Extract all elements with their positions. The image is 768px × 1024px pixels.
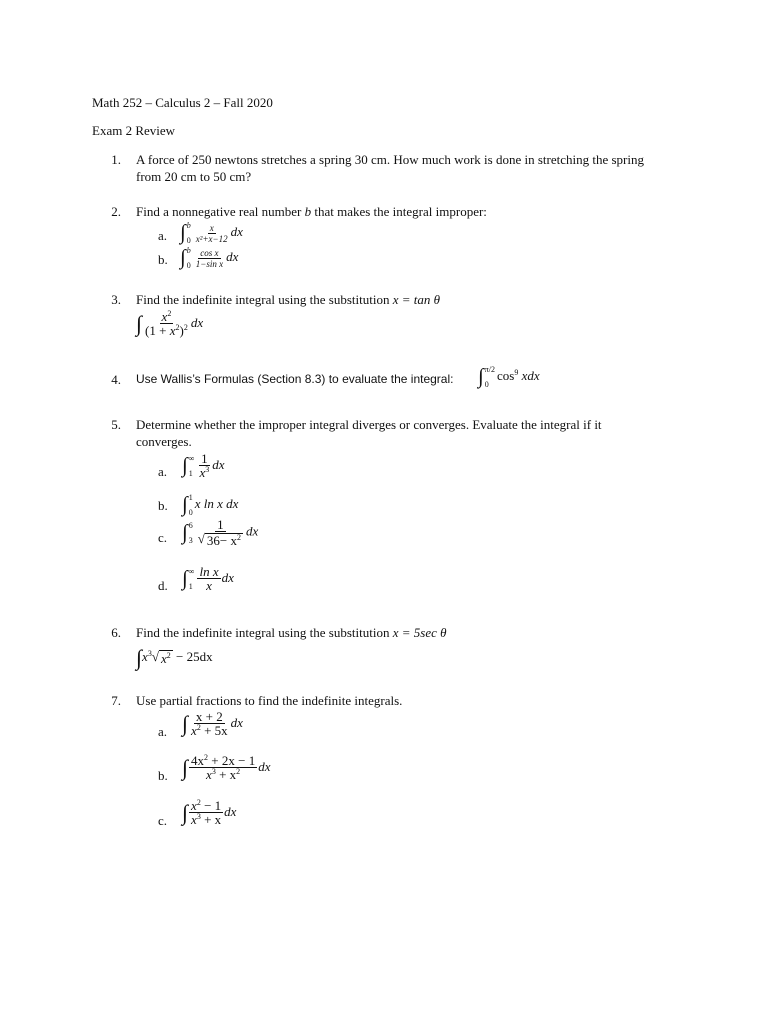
integral-2a: ∫ b 0 $\frac{x}{\text{x²+x−12}}$ dx xyxy=(180,220,243,246)
substitution: x = tan θ xyxy=(392,292,441,307)
integral-7b: ∫ $\frac{4x^2 + 2x - 1}{x^3 + x^2}$ dx xyxy=(182,753,271,782)
part-label: b. xyxy=(158,498,168,513)
integral-5d: ∫ ∞ 1 $\frac{\text{ln x}}{x}$ dx xyxy=(182,564,234,594)
problem-number: 7. xyxy=(111,693,121,708)
problem-text: A force of 250 newtons stretches a spring 30 cm. How much work is done in stretching the spring xyxy=(136,152,644,167)
part-label: a. xyxy=(158,464,168,479)
part-label: c. xyxy=(158,813,168,828)
problem-text: Use partial fractions to find the indefinite integrals. xyxy=(136,693,403,708)
part-label: d. xyxy=(158,578,168,593)
integral-6: $\int x^3√$ $x^2 - 25dx$ xyxy=(136,645,213,670)
integral-7a: ∫ $\frac{x + 2}{x^2 + 5x}$ dx xyxy=(182,709,243,738)
course-title: Math 252 – Calculus 2 – Fall 2020 xyxy=(92,95,273,110)
integral-7c: ∫ $\frac{x^2 - 1}{x^3 + x}$ dx xyxy=(182,798,237,827)
integral-5a: ∫ ∞ 1 $\frac{1}{x^3}$ dx xyxy=(182,451,225,481)
integral-3: ∫ $\frac{x^2}{(1 + x^2)^2}$ dx xyxy=(136,309,204,338)
integral-2b: ∫ b 0 $\frac{\text{cos x}}{\text{1−sin x}}$ dx xyxy=(180,245,239,271)
problem-text: Find the indefinite integral using the substitution x = 5sec θ xyxy=(136,625,447,640)
problem-number: 5. xyxy=(111,417,121,432)
problem-text: from 20 cm to 50 cm? xyxy=(136,169,252,184)
part-label: a. xyxy=(158,724,168,739)
problem-number: 4. xyxy=(111,372,121,387)
problem-number: 1. xyxy=(111,152,121,167)
problem-text: Find a nonnegative real number b that makes the integral improper: xyxy=(136,204,487,219)
part-label: c. xyxy=(158,530,168,545)
part-label: a. xyxy=(158,228,168,243)
integral-4: ∫ π/2 0 $\cos^9$ xdx xyxy=(478,364,540,390)
substitution: x = 5sec θ xyxy=(392,625,447,640)
integral-5c: ∫ 6 3 $\frac{1}{√ 36- x^2}$ dx xyxy=(182,517,259,548)
integral-5b: ∫ 1 0 x ln x dx xyxy=(182,492,239,518)
problem-number: 3. xyxy=(111,292,121,307)
problem-number: 6. xyxy=(111,625,121,640)
part-label: b. xyxy=(158,768,168,783)
exam-title: Exam 2 Review xyxy=(92,123,176,138)
problem-number: 2. xyxy=(111,204,121,219)
part-label: b. xyxy=(158,252,168,267)
problem-text: Find the indefinite integral using the substitution x = tan θ xyxy=(136,292,441,307)
problem-text: converges. xyxy=(136,434,192,449)
problem-text: Determine whether the improper integral diverges or converges. Evaluate the integral if it xyxy=(136,417,602,432)
problem-text: Use Wallis’s Formulas (Section 8.3) to evaluate the integral: xyxy=(136,372,454,386)
